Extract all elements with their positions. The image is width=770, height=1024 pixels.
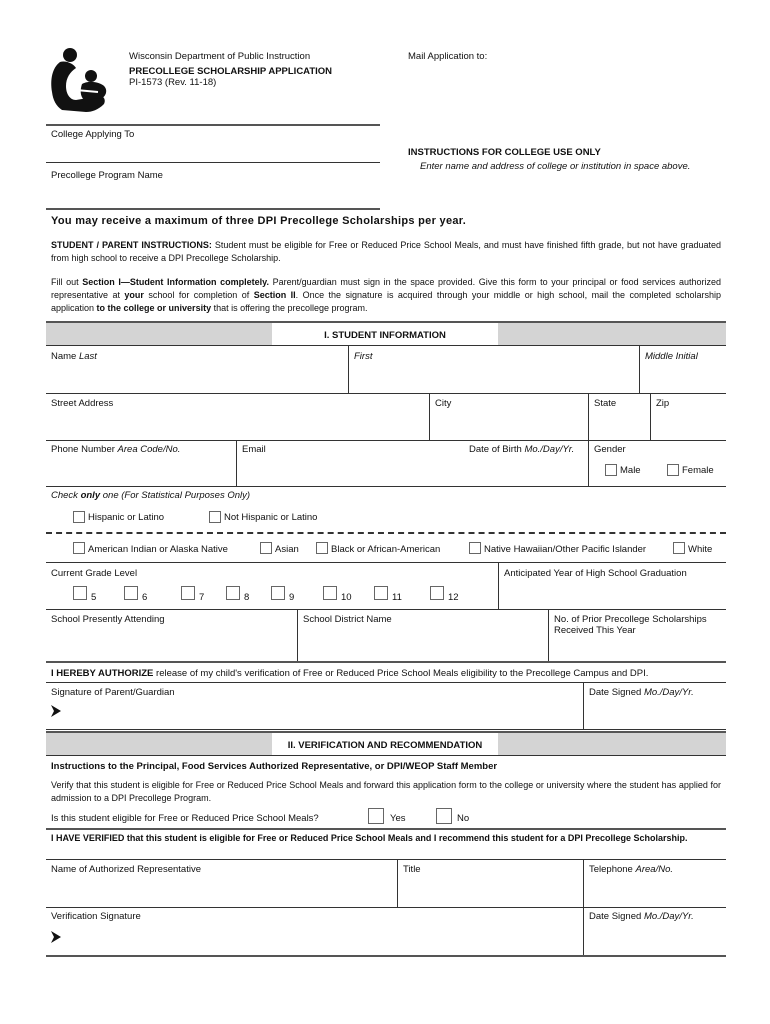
section-2-instructions: Instructions to the Principal, Food Services Authorized Representative, or DPI/WEOP Staff Member: [51, 761, 498, 772]
zip-field[interactable]: [651, 394, 726, 439]
grade-7-label: 7: [199, 592, 205, 603]
phone-number-label: Phone Number Area Code/No.: [51, 444, 181, 455]
dpi-logo: [46, 46, 114, 116]
grade-11-checkbox[interactable]: [374, 586, 388, 600]
hispanic-checkbox[interactable]: [73, 511, 85, 523]
first-name-label: First: [354, 351, 373, 362]
precollege-program-label: Precollege Program Name: [51, 170, 163, 181]
graduation-year-label: Anticipated Year of High School Graduation: [504, 568, 687, 579]
last-name-field[interactable]: [46, 346, 348, 392]
eligible-no-label: No: [457, 813, 470, 824]
eligible-yes-checkbox[interactable]: [368, 808, 384, 824]
not-hispanic-label: Not Hispanic or Latino: [224, 512, 318, 523]
grade-10-label: 10: [341, 592, 352, 603]
eligible-no-checkbox[interactable]: [436, 808, 452, 824]
male-label: Male: [620, 465, 641, 476]
max-scholarship-notice: You may receive a maximum of three DPI Precollege Scholarships per year.: [51, 215, 467, 227]
fill-out-instructions: Fill out Section I—Student Information completely. Parent/guardian must sign in the space provided. Give this form to your principal or food services authorized representative at your school for completion of Section II. Once the signature is acquired through your middle or high school, mail the completed scholarship application to the college or university that is offering the precollege program.: [51, 277, 721, 313]
city-field[interactable]: [430, 394, 588, 439]
authorized-rep-field[interactable]: [46, 876, 396, 906]
grade-10-checkbox[interactable]: [323, 586, 337, 600]
hispanic-label: Hispanic or Latino: [88, 512, 165, 523]
male-checkbox[interactable]: [605, 464, 617, 476]
first-name-field[interactable]: [349, 346, 639, 392]
state-field[interactable]: [589, 394, 650, 439]
grade-6-checkbox[interactable]: [124, 586, 138, 600]
grade-12-label: 12: [448, 592, 459, 603]
mail-to-label: Mail Application to:: [408, 51, 488, 62]
grade-7-checkbox[interactable]: [181, 586, 195, 600]
check-one-label: Check only one (For Statistical Purposes Only): [51, 490, 251, 501]
asian-label: Asian: [275, 544, 299, 555]
college-instructions-title: INSTRUCTIONS FOR COLLEGE USE ONLY: [408, 147, 601, 158]
verification-signature-field[interactable]: [66, 924, 582, 954]
grade-8-checkbox[interactable]: [226, 586, 240, 600]
school-district-label: School District Name: [303, 614, 392, 625]
verification-date-signed-field[interactable]: [584, 924, 726, 954]
school-attending-label: School Presently Attending: [51, 614, 165, 625]
form-title: PRECOLLEGE SCHOLARSHIP APPLICATION: [129, 66, 333, 77]
verify-instructions: Verify that this student is eligible for Free or Reduced Price School Meals and forward this application form to the college or university where the student has applied for admission to a DPI Precollege Program.: [51, 780, 721, 803]
verification-date-signed-label: Date Signed Mo./Day/Yr.: [589, 911, 694, 922]
female-checkbox[interactable]: [667, 464, 679, 476]
name-label: Name Last: [51, 351, 97, 362]
form-number: PI-1573 (Rev. 11-18): [129, 77, 217, 88]
sign-here-arrow-icon: [50, 930, 62, 944]
eligible-question: Is this student eligible for Free or Reduced Price School Meals?: [51, 813, 319, 824]
american-indian-label: American Indian or Alaska Native: [88, 544, 228, 555]
grade-9-checkbox[interactable]: [271, 586, 285, 600]
date-of-birth-field[interactable]: [466, 455, 587, 485]
sign-here-arrow-icon: [50, 704, 62, 718]
grade-8-label: 8: [244, 592, 250, 603]
prior-scholarships-label: No. of Prior Precollege Scholarships Received This Year: [554, 614, 707, 636]
parent-signature-field[interactable]: [66, 698, 582, 728]
hawaiian-checkbox[interactable]: [469, 542, 481, 554]
phone-number-field[interactable]: [46, 441, 236, 485]
school-district-field[interactable]: [298, 626, 548, 661]
zip-label: Zip: [656, 398, 670, 409]
white-checkbox[interactable]: [673, 542, 685, 554]
current-grade-label: Current Grade Level: [51, 568, 138, 579]
authorized-rep-label: Name of Authorized Representative: [51, 864, 201, 875]
grade-5-checkbox[interactable]: [73, 586, 87, 600]
middle-initial-label: Middle Initial: [645, 351, 698, 362]
verified-statement: I HAVE VERIFIED that this student is eligible for Free or Reduced Price School Meals and I recommend this student for a DPI Precollege Scholarship.: [51, 833, 688, 843]
hawaiian-label: Native Hawaiian/Other Pacific Islander: [484, 544, 647, 555]
not-hispanic-checkbox[interactable]: [209, 511, 221, 523]
rep-title-label: Title: [403, 864, 421, 875]
middle-initial-field[interactable]: [640, 346, 726, 392]
college-applying-field[interactable]: [46, 140, 380, 162]
college-applying-label: College Applying To: [51, 129, 135, 140]
parent-date-signed-label: Date Signed Mo./Day/Yr.: [589, 687, 694, 698]
state-label: State: [594, 398, 617, 409]
verification-signature-label: Verification Signature: [51, 911, 141, 922]
rep-telephone-label: Telephone Area/No.: [589, 864, 673, 875]
city-label: City: [435, 398, 452, 409]
college-instructions-text: Enter name and address of college or institution in space above.: [420, 161, 691, 172]
agency-name: Wisconsin Department of Public Instruction: [129, 51, 311, 62]
section-2-title: II. VERIFICATION AND RECOMMENDATION: [272, 733, 498, 757]
parent-date-signed-field[interactable]: [584, 698, 726, 728]
gender-label: Gender: [594, 444, 626, 455]
eligible-yes-label: Yes: [390, 813, 406, 824]
grade-5-label: 5: [91, 592, 97, 603]
asian-checkbox[interactable]: [260, 542, 272, 554]
grade-9-label: 9: [289, 592, 295, 603]
street-address-label: Street Address: [51, 398, 114, 409]
rep-title-field[interactable]: [398, 876, 583, 906]
graduation-year-field[interactable]: [499, 580, 726, 608]
black-label: Black or African-American: [331, 544, 441, 555]
email-label: Email: [242, 444, 266, 455]
parent-signature-label: Signature of Parent/Guardian: [51, 687, 175, 698]
grade-12-checkbox[interactable]: [430, 586, 444, 600]
school-attending-field[interactable]: [46, 626, 297, 661]
authorize-statement: I HEREBY AUTHORIZE release of my child's verification of Free or Reduced Price School Meals eligibility to the Precollege Campus and DPI.: [51, 668, 649, 679]
email-field[interactable]: [237, 441, 465, 485]
date-of-birth-label: Date of Birth Mo./Day/Yr.: [469, 444, 575, 455]
dashed-divider: [46, 532, 726, 534]
precollege-program-field[interactable]: [46, 182, 380, 207]
white-label: White: [688, 544, 713, 555]
female-label: Female: [682, 465, 714, 476]
rep-telephone-field[interactable]: [584, 876, 726, 906]
american-indian-checkbox[interactable]: [73, 542, 85, 554]
prior-scholarships-field[interactable]: [549, 638, 726, 661]
section-1-title: I. STUDENT INFORMATION: [272, 323, 498, 347]
grade-11-label: 11: [392, 592, 402, 603]
student-parent-instructions: STUDENT / PARENT INSTRUCTIONS: Student must be eligible for Free or Reduced Price School Meals, and must have finished fifth grade, but not have graduated from high school to receive a DPI Precollege Scholarship.: [51, 240, 721, 263]
black-checkbox[interactable]: [316, 542, 328, 554]
street-address-field[interactable]: [46, 394, 429, 439]
grade-6-label: 6: [142, 592, 148, 603]
